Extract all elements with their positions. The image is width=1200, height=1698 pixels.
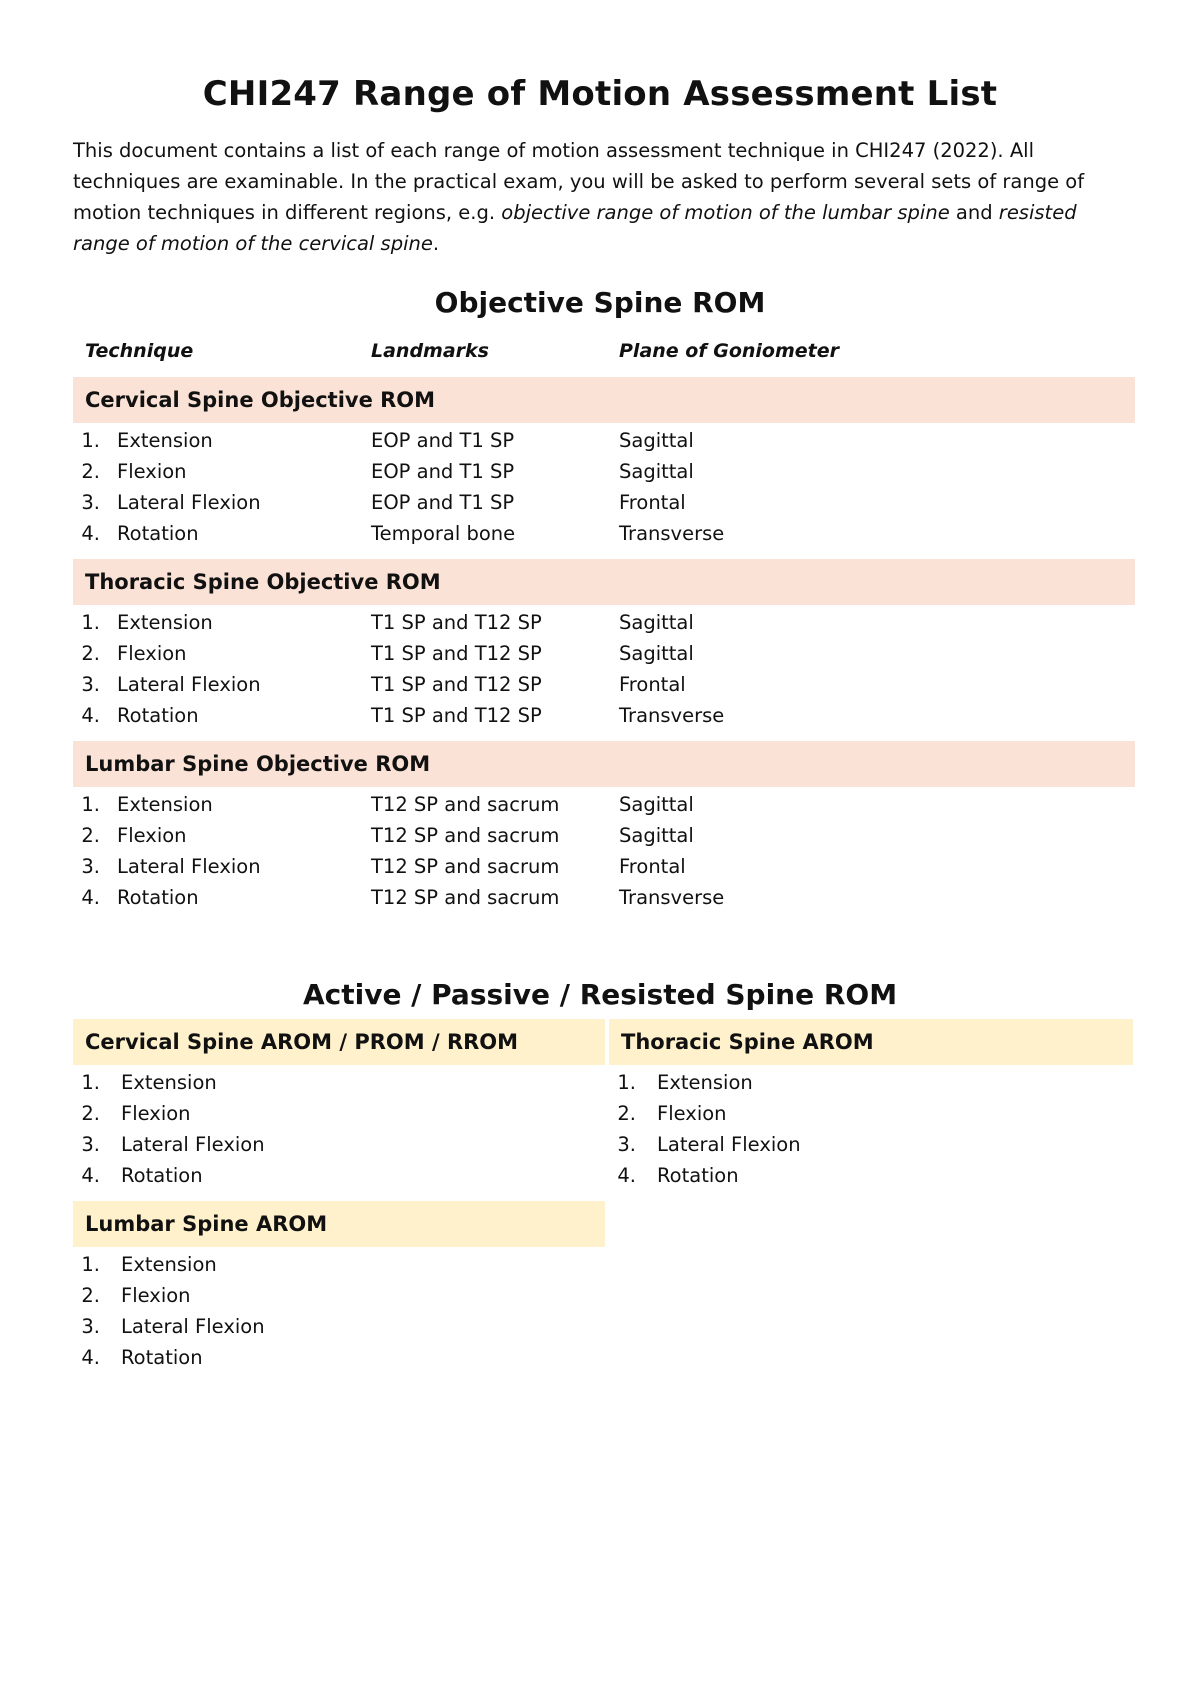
row-number: 1. [81,429,100,452]
technique-cell: Extension [117,793,213,816]
plane-cell: Frontal [619,491,686,514]
row-number: 1. [81,793,100,816]
technique-cell: Lateral Flexion [117,855,261,878]
row-number: 1. [81,611,100,634]
active-list-item [0,1250,1200,1280]
item-label: Lateral Flexion [121,1315,265,1338]
technique-cell: Rotation [117,522,199,545]
plane-cell: Sagittal [619,824,694,847]
item-number: 1. [81,1071,100,1094]
row-number: 2. [81,824,100,847]
item-number: 3. [617,1133,636,1156]
technique-cell: Rotation [117,704,199,727]
active-list-item [0,1281,1200,1311]
objective-section-band: Lumbar Spine Objective ROM [73,741,1135,787]
active-list-item [0,1312,1200,1342]
item-label: Lateral Flexion [657,1133,801,1156]
active-list-item [0,1099,1200,1129]
landmarks-cell: Temporal bone [371,522,516,545]
landmarks-cell: T1 SP and T12 SP [371,704,542,727]
objective-heading: Objective Spine ROM [434,286,766,319]
item-number: 4. [81,1164,100,1187]
objective-section-band: Cervical Spine Objective ROM [73,377,1135,423]
objective-row [0,608,1200,638]
row-number: 3. [81,855,100,878]
item-number: 2. [81,1102,100,1125]
landmarks-cell: T12 SP and sacrum [371,793,560,816]
column-header-plane: Plane of Goniometer [619,340,839,362]
landmarks-cell: EOP and T1 SP [371,460,515,483]
intro-text-1: This document contains a list of each range of motion assessment technique in CHI247 (2022). All techniques are examinable. In the practical exam, you will be asked to perform several sets of range of motion techniques in different regions, e.g. [73,139,1085,224]
item-label: Flexion [121,1102,191,1125]
item-label: Rotation [121,1164,203,1187]
plane-cell: Sagittal [619,611,694,634]
objective-row [0,883,1200,913]
row-number: 2. [81,642,100,665]
active-section-band: Thoracic Spine AROM [609,1019,1133,1065]
plane-cell: Transverse [619,886,725,909]
objective-row [0,701,1200,731]
plane-cell: Transverse [619,704,725,727]
item-number: 2. [617,1102,636,1125]
landmarks-cell: T1 SP and T12 SP [371,611,542,634]
plane-cell: Sagittal [619,460,694,483]
landmarks-cell: EOP and T1 SP [371,491,515,514]
item-label: Lateral Flexion [121,1133,265,1156]
technique-cell: Lateral Flexion [117,673,261,696]
active-list-item [0,1161,1200,1191]
landmarks-cell: T1 SP and T12 SP [371,673,542,696]
plane-cell: Sagittal [619,642,694,665]
row-number: 3. [81,491,100,514]
item-number: 1. [617,1071,636,1094]
item-label: Rotation [121,1346,203,1369]
active-heading: Active / Passive / Resisted Spine ROM [302,978,898,1011]
column-header-landmarks: Landmarks [371,340,489,362]
active-list-item [0,1068,1200,1098]
technique-cell: Flexion [117,460,187,483]
item-number: 4. [617,1164,636,1187]
item-label: Extension [121,1253,217,1276]
intro-paragraph [73,135,1133,259]
technique-cell: Extension [117,611,213,634]
landmarks-cell: T12 SP and sacrum [371,886,560,909]
intro-emphasis-2: resisted range of motion of the cervical spine [73,201,1077,255]
intro-text-2: and [949,201,999,224]
item-label: Extension [657,1071,753,1094]
intro-emphasis-1: objective range of motion of the lumbar spine [501,201,950,224]
row-number: 4. [81,886,100,909]
item-label: Flexion [121,1284,191,1307]
technique-cell: Lateral Flexion [117,491,261,514]
landmarks-cell: T1 SP and T12 SP [371,642,542,665]
intro-text-3: . [432,232,440,255]
item-number: 3. [81,1133,100,1156]
objective-column-headers [85,340,1135,368]
objective-row [0,639,1200,669]
item-number: 1. [81,1253,100,1276]
plane-cell: Sagittal [619,429,694,452]
landmarks-cell: T12 SP and sacrum [371,855,560,878]
objective-row [0,426,1200,456]
plane-cell: Frontal [619,673,686,696]
item-number: 4. [81,1346,100,1369]
objective-row [0,488,1200,518]
plane-cell: Sagittal [619,793,694,816]
active-list-item [0,1130,1200,1160]
item-number: 2. [81,1284,100,1307]
landmarks-cell: T12 SP and sacrum [371,824,560,847]
active-section-band: Lumbar Spine AROM [73,1201,605,1247]
objective-row [0,457,1200,487]
row-number: 4. [81,704,100,727]
column-header-technique: Technique [85,340,194,362]
objective-row [0,852,1200,882]
item-label: Extension [121,1071,217,1094]
objective-section-band: Thoracic Spine Objective ROM [73,559,1135,605]
technique-cell: Rotation [117,886,199,909]
technique-cell: Extension [117,429,213,452]
active-list-item [0,1343,1200,1373]
active-section-band: Cervical Spine AROM / PROM / RROM [73,1019,605,1065]
objective-row [0,670,1200,700]
plane-cell: Frontal [619,855,686,878]
objective-row [0,821,1200,851]
row-number: 4. [81,522,100,545]
item-label: Flexion [657,1102,727,1125]
row-number: 2. [81,460,100,483]
objective-row [0,790,1200,820]
document-title: CHI247 Range of Motion Assessment List [202,74,998,114]
technique-cell: Flexion [117,642,187,665]
objective-row [0,519,1200,549]
item-number: 3. [81,1315,100,1338]
item-label: Rotation [657,1164,739,1187]
technique-cell: Flexion [117,824,187,847]
landmarks-cell: EOP and T1 SP [371,429,515,452]
plane-cell: Transverse [619,522,725,545]
row-number: 3. [81,673,100,696]
